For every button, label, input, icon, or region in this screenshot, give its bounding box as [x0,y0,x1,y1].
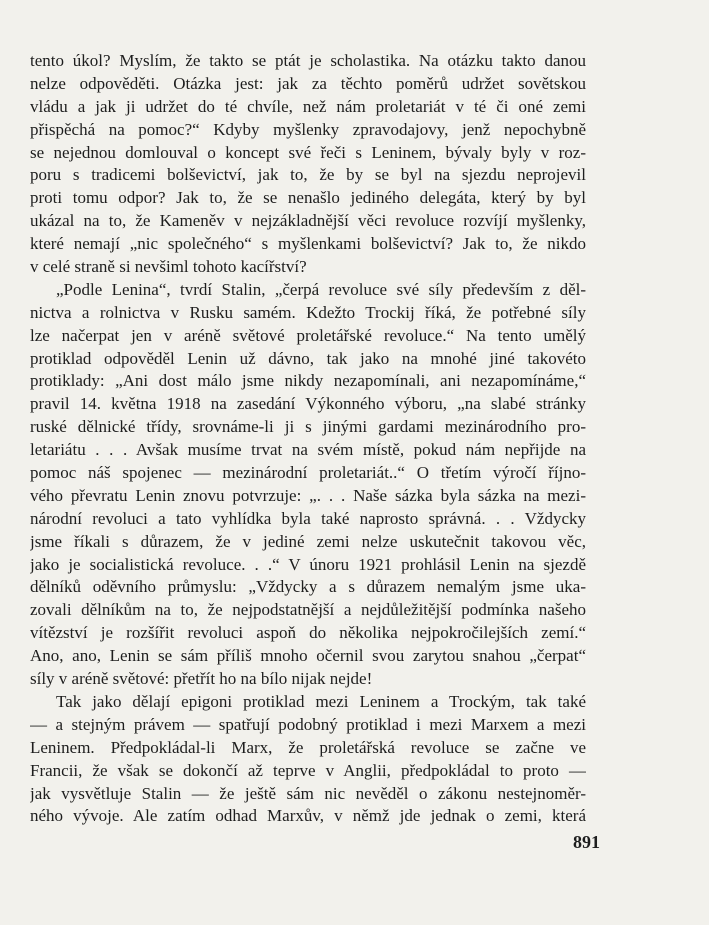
text-line: Tak jako dělají epigoni protiklad mezi Leninem a Trockým, tak také [56,691,586,711]
text-line: v celé straně si nevšiml tohoto kacířství? [30,257,307,277]
text-line: nelze odpověděti. Otázka jest: jak za těchto poměrů udržet sovětskou [30,73,586,93]
body-text [30,50,586,828]
text-line: letariátu . . . Avšak musíme trvat na svém místě, pokud nám nepřijde na [30,440,586,460]
text-line: ného vývoje. Ale zatím odhad Marxův, v němž jde jednak o zemi, která [30,806,586,826]
text-line: vého převratu Lenin znovu potvrzuje: „. . . Naše sázka byla sázka na mezi- [30,485,586,505]
text-line: vládu a jak ji udržet do té chvíle, než nám proletariát v té či oné zemi [30,96,586,116]
text-line: jsme říkali s důrazem, že v jediné zemi nelze uskutečnit takovou věc, [30,531,586,551]
text-line: jak vysvětluje Stalin — že ještě sám nic nevěděl o zákonu nestejnoměr- [30,783,586,803]
text-line: pravil 14. května 1918 na zasedání Výkonného výboru, „na slabé stránky [30,394,586,414]
text-line: Leninem. Předpokládal-li Marx, že proletářská revoluce se začne ve [30,737,586,757]
text-line: poru s tradicemi bolševictví, jak to, že by se byl na sjezdu neprojevil [30,165,586,185]
text-line: vítězství je rozšířit revoluci aspoň do několika nejpokročilejších zemí.“ [30,623,586,643]
text-line: ukázal na to, že Kameněv v nejzákladnější věci revoluce rozvíjí myšlenky, [30,211,586,231]
text-line: síly v aréně světové: přetřít ho na bílo nijak nejde! [30,669,373,689]
text-line: jako je socialistická revoluce. . .“ V únoru 1921 prohlásil Lenin na sjezdě [30,554,586,574]
text-line: národní revoluci a tato vyhlídka byla také naprosto správná. . . Vždycky [30,508,586,528]
text-line: — a stejným právem — spatřují podobný protiklad i mezi Marxem a mezi [30,714,586,734]
text-line: ruské dělnické třídy, srovnáme-li ji s jinými gardami mezinárodního pro- [30,417,586,437]
text-line: tento úkol? Myslím, že takto se ptát je scholastika. Na otázku takto danou [30,51,586,70]
text-line: které nemají „nic společného“ s myšlenkami bolševictví? Jak to, že nikdo [30,234,586,254]
text-line: nictva a rolnictva v Rusku samém. Kdežto Trockij říká, že potřebné síly [30,302,586,322]
text-line: dělníků oděvního průmyslu: „Vždycky a s důrazem nemalým jsme uka- [30,577,586,597]
text-line: protiklad odpověděl Lenin už dávno, tak jako na mnohé jiné takovéto [30,348,586,368]
text-line: „Podle Lenina“, tvrdí Stalin, „čerpá revoluce své síly především z děl- [56,279,586,299]
paragraph-2 [30,279,586,691]
text-line: proti tomu odpor? Jak to, že se nenašlo jediného delegáta, který by byl [30,188,586,208]
text-line: přispěchá na pomoc?“ Kdyby myšlenky zpravodajovy, jenž nepochybně [30,119,586,139]
text-line: Francii, že však se dokončí až teprve v Anglii, předpokládal to proto — [30,760,586,780]
text-line: zovali dělníkům na to, že nejpodstatnější a nejdůležitější podmínka našeho [30,600,586,620]
paragraph-1 [30,50,586,279]
paragraph-3 [30,691,586,828]
text-line: pomoc náš spojenec — mezinárodní proletariát..“ O třetím výročí říjno- [30,463,586,483]
page-number: 891 [573,832,600,852]
text-line: protiklady: „Ani dost málo jsme nikdy nezapomínali, ani nezapomínáme,“ [30,371,586,391]
text-line: se nejednou domlouval o koncept své řeči s Leninem, bývaly byly v roz- [30,142,586,162]
text-line: Ano, ano, Lenin se sám příliš mnoho očernil svou zarytou snahou „čerpat“ [30,646,586,666]
text-line: lze načerpat jen v aréně světové proletářské revoluce.“ Na tento umělý [30,325,586,345]
